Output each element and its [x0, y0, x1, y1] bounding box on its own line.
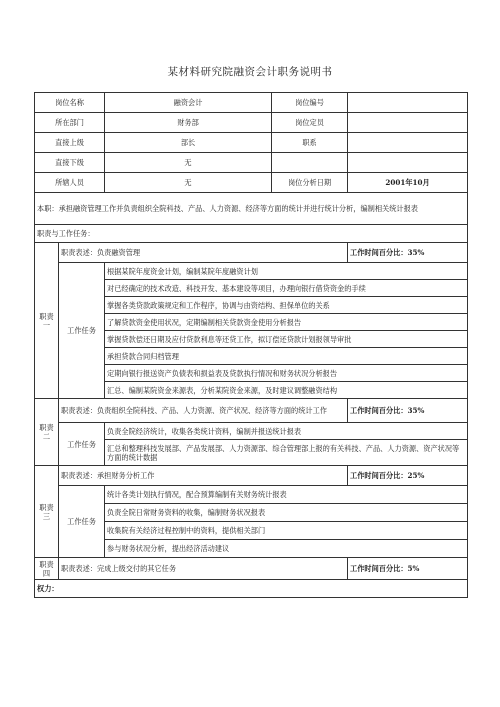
label-cell: 直接下级 — [35, 153, 105, 173]
value-cell — [348, 113, 468, 133]
task-item: 统计各类计划执行情况，配合预算编制有关财务统计报表 — [105, 486, 468, 504]
duty-label: 职责四 — [35, 558, 59, 580]
task-item: 汇总和整理科技发展部、产品发展部、人力资源部、综合管理部上报的有关科技、产品、人力资源、资产状况等方面的统计数据 — [105, 440, 468, 466]
info-row — [35, 93, 468, 113]
task-label: 工作任务 — [59, 263, 105, 399]
duty-label: 职责三 — [35, 466, 59, 558]
task-item: 负责全院日常财务资料的收集，编制财务状况报表 — [105, 504, 468, 522]
task-item: 掌握各类贷款政策规定和工作程序，协调与由资结构、担保单位的关系 — [105, 297, 468, 314]
job-summary: 本职：承担融资管理工作并负责组织全院科技、产品、人力资源、经济等方面的统计并进行统计分析，编制相关统计报表 — [35, 193, 468, 225]
job-description-table — [34, 92, 468, 598]
info-row — [35, 153, 468, 173]
value-cell — [348, 93, 468, 113]
duty-label: 职责一 — [35, 243, 59, 399]
task-item: 对已经确定的技术改造、科技开发、基本建设等项目，办理向银行借贷资金的手续 — [105, 280, 468, 297]
page-title: 某材料研究院融资会计职务说明书 — [167, 66, 333, 78]
task-item: 了解贷款资金使用状况，定期编制相关贷款资金使用分析报告 — [105, 314, 468, 331]
info-row — [35, 173, 468, 193]
power-label: 权力： — [35, 580, 468, 598]
value-cell: 融资会计 — [105, 93, 272, 113]
duty-description: 职责表述：完成上级交付的其它任务 — [59, 558, 348, 580]
label-cell: 直接上级 — [35, 133, 105, 153]
duties-header: 职责与工作任务： — [35, 225, 468, 243]
label-cell: 所辖人员 — [35, 173, 105, 193]
info-row — [35, 133, 468, 153]
info-row — [35, 113, 468, 133]
value-cell: 无 — [105, 173, 272, 193]
label-cell: 岗位定员 — [272, 113, 348, 133]
duty-time-percent: 工作时间百分比：35% — [348, 399, 468, 423]
task-item: 承担贷款合同归档管理 — [105, 348, 468, 365]
value-cell: 无 — [105, 153, 272, 173]
task-item: 参与财务状况分析，提出经济活动建议 — [105, 540, 468, 558]
task-item: 定期向银行报送资产负债表和损益表及贷款执行情况和财务状况分析报告 — [105, 365, 468, 382]
duty-description: 职责表述：负责融资管理 — [59, 243, 348, 263]
task-item: 根据某院年度资金计划，编制某院年度融资计划 — [105, 263, 468, 280]
duty-time-percent: 工作时间百分比：5% — [348, 558, 468, 580]
label-cell: 岗位分析日期 — [272, 173, 348, 193]
value-cell — [348, 133, 468, 153]
value-cell — [348, 153, 468, 173]
analysis-date: 2001年10月 — [348, 173, 468, 193]
duty-description: 职责表述：负责组织全院科技、产品、人力资源、资产状况、经济等方面的统计工作 — [59, 399, 348, 423]
task-item: 收集院有关经济过程控制中的资料，提供相关部门 — [105, 522, 468, 540]
task-label: 工作任务 — [59, 423, 105, 466]
label-cell: 岗位编号 — [272, 93, 348, 113]
duty-description: 职责表述：承担财务分析工作 — [59, 466, 348, 486]
label-cell — [272, 153, 348, 173]
task-item: 汇总、编制某院资金来源表，分析某院资金来源，及时建议调整融资结构 — [105, 382, 468, 399]
duty-time-percent: 工作时间百分比：25% — [348, 466, 468, 486]
task-item: 负责全院经济统计，收集各类统计资料，编制并报送统计报表 — [105, 423, 468, 440]
duty-label: 职责二 — [35, 399, 59, 466]
value-cell: 部长 — [105, 133, 272, 153]
label-cell: 岗位名称 — [35, 93, 105, 113]
task-item: 掌握贷款偿还日期及应付贷款利息等还贷工作，拟订偿还贷款计划报领导审批 — [105, 331, 468, 348]
value-cell: 财务部 — [105, 113, 272, 133]
duty-time-percent: 工作时间百分比：35% — [348, 243, 468, 263]
label-cell: 职系 — [272, 133, 348, 153]
label-cell: 所在部门 — [35, 113, 105, 133]
task-label: 工作任务 — [59, 486, 105, 558]
